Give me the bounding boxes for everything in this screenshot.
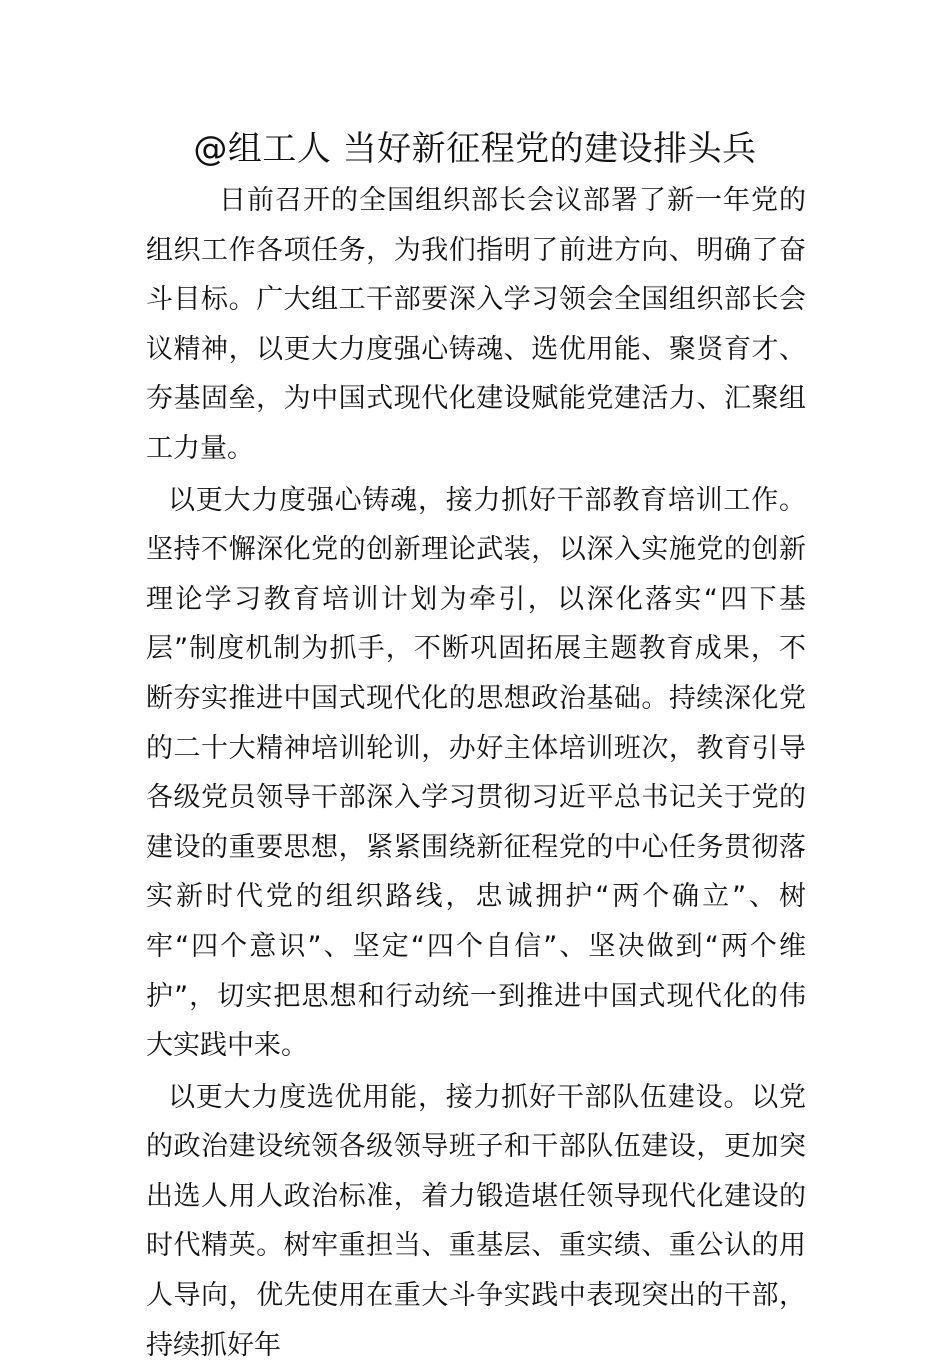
- paragraph-education-training: 以更大力度强心铸魂，接力抓好干部教育培训工作。坚持不懈深化党的创新理论武装，以深入实施党的创新理论学习教育培训计划为牵引，以深化落实“四下基层”制度机制为抓手，不断巩固拓展主题教育成果，不断夯实推进中国式现代化的思想政治基础。持续深化党的二十大精神培训轮训，办好主体培训班次，教育引导各级党员领导干部深入学习贯彻习近平总书记关于党的建设的重要思想，紧紧围绕新征程党的中心任务贯彻落实新时代党的组织路线，忠诚拥护“两个确立”、树牢“四个意识”、坚定“四个自信”、坚决做到“两个维护”，切实把思想和行动统一到推进中国式现代化的伟大实践中来。: [146, 484, 806, 1062]
- paragraph-intro: 日前召开的全国组织部长会议部署了新一年党的组织工作各项任务，为我们指明了前进方向、明确了奋斗目标。广大组工干部要深入学习领会全国组织部长会议精神，以更大力度强心铸魂、选优用能、聚贤育才、夯基固垒，为中国式现代化建设赋能党建活力、汇聚组工力量。: [146, 185, 806, 464]
- document-body: [146, 176, 806, 1370]
- paragraph-cadre-team: 以更大力度选优用能，接力抓好干部队伍建设。以党的政治建设统领各级领导班子和干部队伍建设，更加突出选人用人政治标准，着力锻造堪任领导现代化建设的时代精英。树牢重担当、重基层、重实绩、重公认的用人导向，优先使用在重大斗争实践中表现突出的干部，持续抓好年: [146, 1081, 806, 1361]
- document-title: @组工人 当好新征程党的建设排头兵: [193, 129, 757, 169]
